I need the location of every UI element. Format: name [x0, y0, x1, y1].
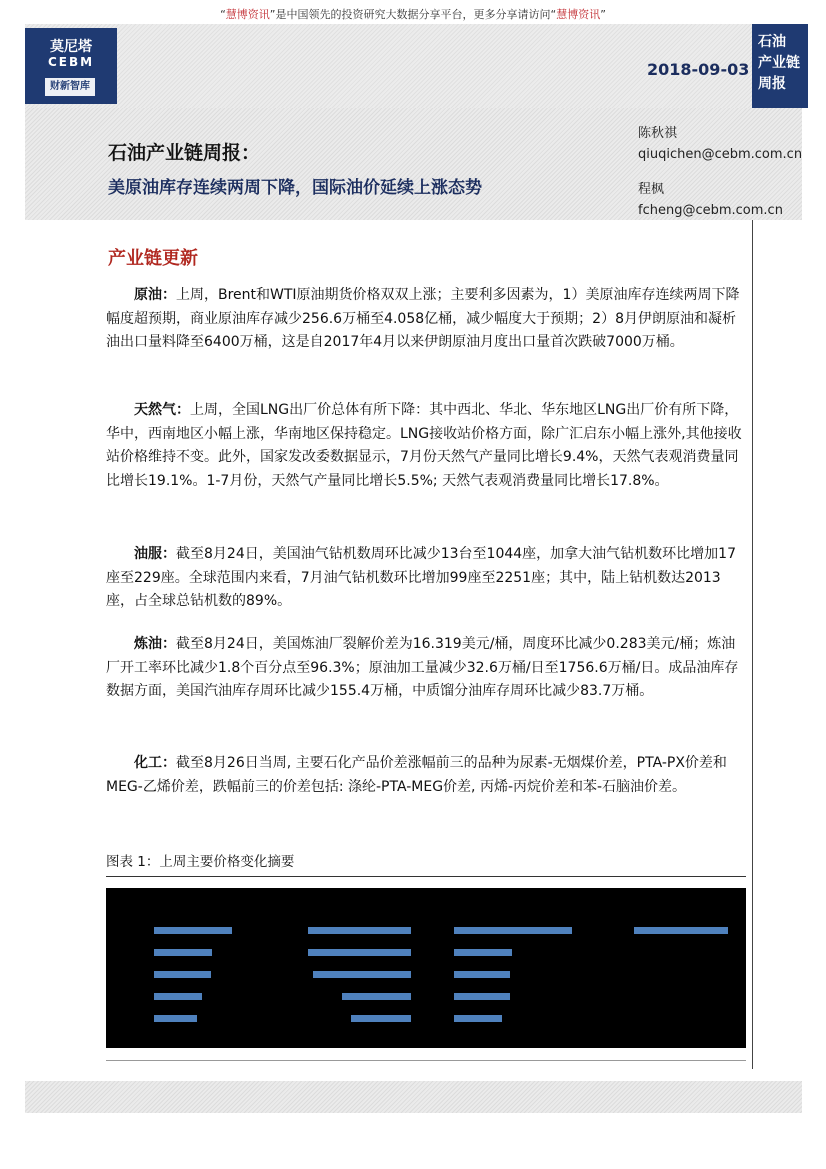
paragraph-text: 截至8月24日，美国油气钻机数周环比减少13台至1044座，加拿大油气钻机数环比增加17座至229座。全球范围内来看，7月油气钻机数环比增加99座至2251座；其中，陆上钻机数达2013座，占全球总钻机数的89%。	[106, 546, 736, 609]
logo-line-1: 莫尼塔	[50, 39, 92, 55]
logo-line-2: CEBM	[47, 55, 95, 69]
chart-bar-g2-r5	[351, 1015, 411, 1022]
report-date: 2018-09-03	[647, 60, 750, 79]
chart-bar-g3-r2	[454, 949, 512, 956]
side-tab-line-1: 石油	[758, 34, 786, 50]
paragraph-label: 油服：	[134, 546, 176, 562]
right-margin-rule	[752, 220, 753, 1069]
watermark-brand: 慧博资讯	[225, 8, 270, 21]
chart-bar-g3-r5	[454, 1015, 502, 1022]
company-logo	[25, 28, 117, 104]
paragraph-oil-services	[106, 543, 746, 614]
chart-bar-g2-r4	[342, 993, 411, 1000]
chart-bar-g1-r1	[154, 927, 232, 934]
paragraph-text: 截至8月24日，美国炼油厂裂解价差为16.319美元/桶，周度环比减少0.283美元/桶；炼油厂开工率环比减少1.8个百分点至96.3%；原油加工量减少32.6万桶/日至1756.6万桶/日。成品油库存数据方面，美国汽油库存周环比减少155.4万桶，中质馏分油库存周环比减少83.7万桶。	[106, 636, 739, 699]
watermark-quote-end: ”	[600, 8, 606, 21]
paragraph-label: 化工：	[134, 755, 176, 771]
author-1-name: 陈秋祺	[638, 126, 678, 141]
chart-bar-g1-r3	[154, 971, 211, 978]
chart-bar-g3-r1	[454, 927, 572, 934]
footer-band	[25, 1081, 802, 1113]
watermark-quote: “	[220, 8, 226, 21]
chart-bar-g2-r2	[308, 949, 411, 956]
report-title: 石油产业链周报：	[108, 142, 261, 164]
chart-bar-g1-r4	[154, 993, 202, 1000]
chart-bar-g3-r3	[454, 971, 510, 978]
watermark-text: ”是中国领先的投资研究大数据分享平台，更多分享请访问“	[269, 8, 557, 21]
paragraph-text: 上周，全国LNG出厂价总体有所下降：其中西北、华北、华东地区LNG出厂价有所下降，华中，西南地区小幅上涨，华南地区保持稳定。LNG接收站价格方面，除广汇启东小幅上涨外,其他接收站价格维持不变。此外，国家发改委数据显示，7月份天然气产量同比增长9.4%，天然气表观消费量同比增长19.1%。1-7月份，天然气产量同比增长5.5%; 天然气表观消费量同比增长17.8%。	[106, 402, 742, 489]
paragraph-refining	[106, 633, 746, 704]
chart-bar-g1-r2	[154, 949, 212, 956]
report-subtitle: 美原油库存连续两周下降，国际油价延续上涨态势	[108, 178, 482, 198]
paragraph-crude-oil	[106, 284, 746, 355]
figure-caption: 图表 1：上周主要价格变化摘要	[106, 854, 295, 870]
paragraph-label: 天然气：	[134, 402, 190, 418]
side-tab-line-2: 产业链	[758, 55, 800, 71]
watermark-brand-2: 慧博资讯	[556, 8, 601, 21]
logo-line-3: 财新智库	[45, 78, 95, 96]
author-2-email[interactable]: fcheng@cebm.com.cn	[638, 203, 783, 218]
chart-bar-g4-r1	[634, 927, 728, 934]
chart-bar-g1-r5	[154, 1015, 197, 1022]
paragraph-natural-gas	[106, 399, 746, 493]
section-heading: 产业链更新	[108, 248, 198, 269]
paragraph-text: 上周，Brent和WTI原油期货价格双双上涨；主要利多因素为，1）美原油库存连续两周下降幅度超预期，商业原油库存减少256.6万桶至4.058亿桶，减少幅度大于预期；2）8月伊朗原油和凝析油出口量料降至6400万桶，这是自2017年4月以来伊朗原油月度出口量首次跌破7000万桶。	[106, 287, 740, 350]
watermark-banner	[0, 6, 826, 22]
author-2-name: 程枫	[638, 182, 665, 197]
chart-bar-g2-r1	[308, 927, 411, 934]
report-type-tab	[752, 24, 808, 108]
price-summary-chart	[106, 888, 746, 1048]
header-band	[25, 24, 752, 108]
chart-bar-g3-r4	[454, 993, 510, 1000]
paragraph-label: 炼油：	[134, 636, 176, 652]
figure-bottom-rule	[106, 1060, 746, 1061]
author-1-email[interactable]: qiuqichen@cebm.com.cn	[638, 147, 803, 162]
paragraph-chemicals	[106, 752, 746, 799]
chart-bar-g2-r3	[313, 971, 411, 978]
paragraph-label: 原油：	[134, 287, 176, 303]
paragraph-text: 截至8月26日当周, 主要石化产品价差涨幅前三的品种为尿素-无烟煤价差，PTA-PX价差和MEG-乙烯价差，跌幅前三的价差包括: 涤纶-PTA-MEG价差, 丙烯-丙烷价差和苯-石脑油价差。	[106, 755, 727, 795]
side-tab-line-3: 周报	[758, 76, 786, 92]
figure-rule	[106, 876, 746, 877]
